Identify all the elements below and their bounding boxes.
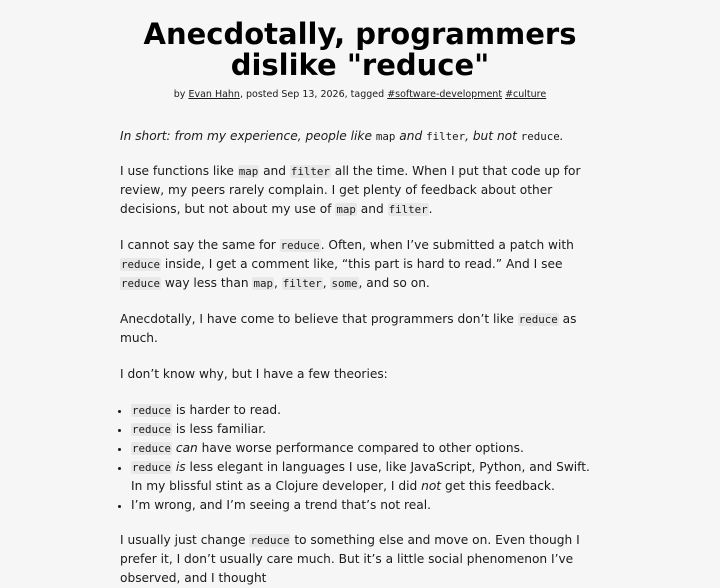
list-item xyxy=(131,401,600,420)
paragraph-4: I don’t know why, but I have a few theories: xyxy=(120,367,388,381)
text: way less than xyxy=(161,276,253,290)
inline-code: filter xyxy=(388,203,428,216)
text: In short: from my experience, people like xyxy=(120,129,376,143)
text: and xyxy=(395,129,427,143)
emphasis: can xyxy=(175,441,198,455)
inline-code: reduce xyxy=(250,534,290,547)
text: , xyxy=(322,276,331,290)
inline-code: reduce xyxy=(518,313,558,326)
meta-posted: , posted Sep 13, 2026, tagged xyxy=(239,89,388,100)
text: , and so on. xyxy=(358,276,430,290)
inline-code: reduce xyxy=(121,258,161,271)
text: and xyxy=(259,164,290,178)
text: get this feedback. xyxy=(441,479,555,493)
emphasis: not xyxy=(421,479,442,493)
text: all the time. When I put that code up for review, my peers rarely complain. I get plenty of feedback about other decisions, but not about my use of xyxy=(120,164,581,216)
inline-code: reduce xyxy=(121,277,161,290)
inline-code: reduce xyxy=(132,423,172,436)
text: Anecdotally, I have come to believe that programmers don’t like xyxy=(120,312,518,326)
inline-code: map xyxy=(253,277,273,290)
title-line-1: Anecdotally, programmers xyxy=(143,17,577,51)
text: is less familiar. xyxy=(172,422,266,436)
inline-code: reduce xyxy=(132,404,172,417)
paragraph-5 xyxy=(120,531,600,588)
paragraph-2 xyxy=(120,236,600,293)
inline-code: filter xyxy=(282,277,322,290)
title-line-2: dislike "reduce" xyxy=(230,48,490,82)
text: inside, I get a comment like, “this part is hard to read.” And I see xyxy=(161,257,563,271)
article xyxy=(120,0,600,588)
text: I usually just change xyxy=(120,533,250,547)
inline-code: filter xyxy=(290,165,330,178)
tag-link-culture[interactable]: #culture xyxy=(505,89,547,100)
text: I use functions like xyxy=(120,164,238,178)
page-title xyxy=(120,19,600,81)
list-item xyxy=(131,458,600,496)
text: to something else and move on. Even though I prefer it, I don’t usually care much. But it’s a little social phenomenon I’ve observed, and I thought xyxy=(120,533,580,585)
meta-by: by xyxy=(173,89,189,100)
inline-code: filter xyxy=(426,130,466,143)
emphasis: is xyxy=(175,460,186,474)
text: . xyxy=(559,129,564,143)
text: . Often, when I’ve submitted a patch with xyxy=(320,238,574,252)
text: as much. xyxy=(120,312,577,345)
list-item xyxy=(131,439,600,458)
text: less elegant in languages I use, like JavaScript, Python, and Swift. In my blissful stint as a Clojure developer, I did xyxy=(131,460,590,493)
inline-code: reduce xyxy=(132,461,172,474)
inline-code: map xyxy=(238,165,259,178)
inline-code: map xyxy=(336,203,356,216)
article-body xyxy=(120,127,600,588)
text: is harder to read. xyxy=(172,403,282,417)
text: , but not xyxy=(465,129,521,143)
list-item xyxy=(131,420,600,439)
paragraph-3 xyxy=(120,310,600,348)
inline-code: reduce xyxy=(132,442,172,455)
text: have worse performance compared to other options. xyxy=(197,441,524,455)
text: I cannot say the same for xyxy=(120,238,280,252)
post-meta xyxy=(120,89,600,100)
text: , xyxy=(273,276,282,290)
summary-paragraph xyxy=(120,127,600,146)
list-item: • I’m wrong, and I’m seeing a trend that’s not real. xyxy=(131,496,600,515)
paragraph-1 xyxy=(120,162,600,219)
inline-code: reduce xyxy=(520,130,560,143)
author-link[interactable]: Evan Hahn xyxy=(188,89,240,100)
text: and xyxy=(356,202,388,216)
inline-code: some xyxy=(331,277,358,290)
inline-code: map xyxy=(375,130,396,143)
inline-code: reduce xyxy=(280,239,320,252)
tag-link-software-development[interactable]: #software-development xyxy=(387,89,503,100)
theories-list xyxy=(120,401,600,515)
text: . xyxy=(428,202,433,216)
